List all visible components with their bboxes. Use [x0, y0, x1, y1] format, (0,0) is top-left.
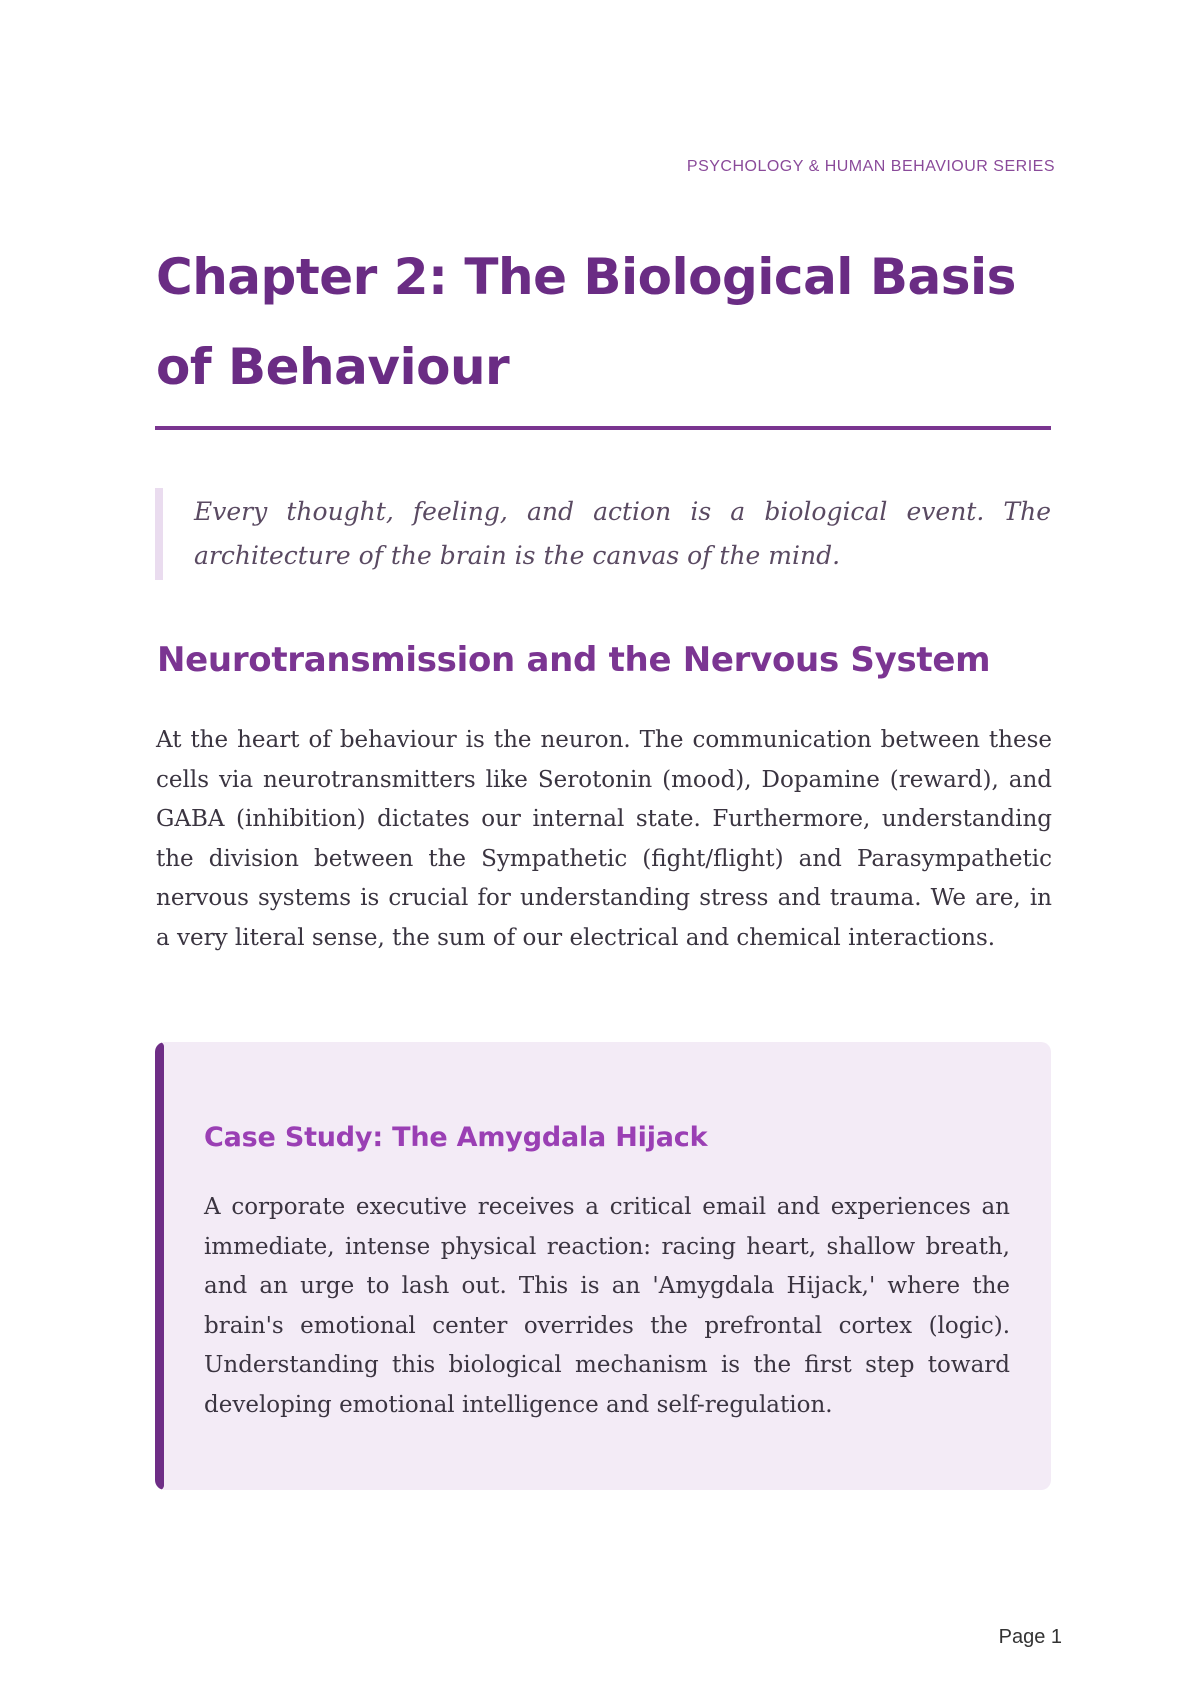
case-study-accent-bar [155, 1042, 164, 1490]
case-study-body: A corporate executive receives a critical email and experiences an immediate, intense physical reaction: racing heart, shallow breath, and an urge to lash out. This is an 'Amygdala Hijack,' where the brain's emotional center overrides the prefrontal cortex (logic). Understanding this biological mechanism is the first step toward developing emotional intelligence and self-regulation. [204, 1194, 1010, 1418]
pull-quote [155, 488, 1051, 580]
series-header: PSYCHOLOGY & HUMAN BEHAVIOUR SERIES [686, 158, 1055, 175]
page-number: Page 1 [998, 1626, 1062, 1648]
quote-accent-bar [155, 488, 163, 580]
case-study-callout [155, 1042, 1051, 1490]
chapter-title: Chapter 2: The Biological Basis of Behaviour [156, 248, 1016, 396]
pull-quote-text: Every thought, feeling, and action is a biological event. The architecture of the brain is the canvas of the mind. [194, 497, 1051, 570]
title-divider [155, 426, 1051, 430]
section-heading: Neurotransmission and the Nervous System [157, 640, 991, 680]
section-body-paragraph: At the heart of behaviour is the neuron. The communication between these cells via neurotransmitters like Serotonin (mood), Dopamine (reward), and GABA (inhibition) dictates our internal state. Furthermore, understanding the division between the Sympathetic (fight/flight) and Parasympathetic nervous systems is crucial for understanding stress and trauma. We are, in a very literal sense, the sum of our electrical and chemical interactions. [156, 727, 1052, 951]
case-study-title: Case Study: The Amygdala Hijack [204, 1122, 708, 1153]
